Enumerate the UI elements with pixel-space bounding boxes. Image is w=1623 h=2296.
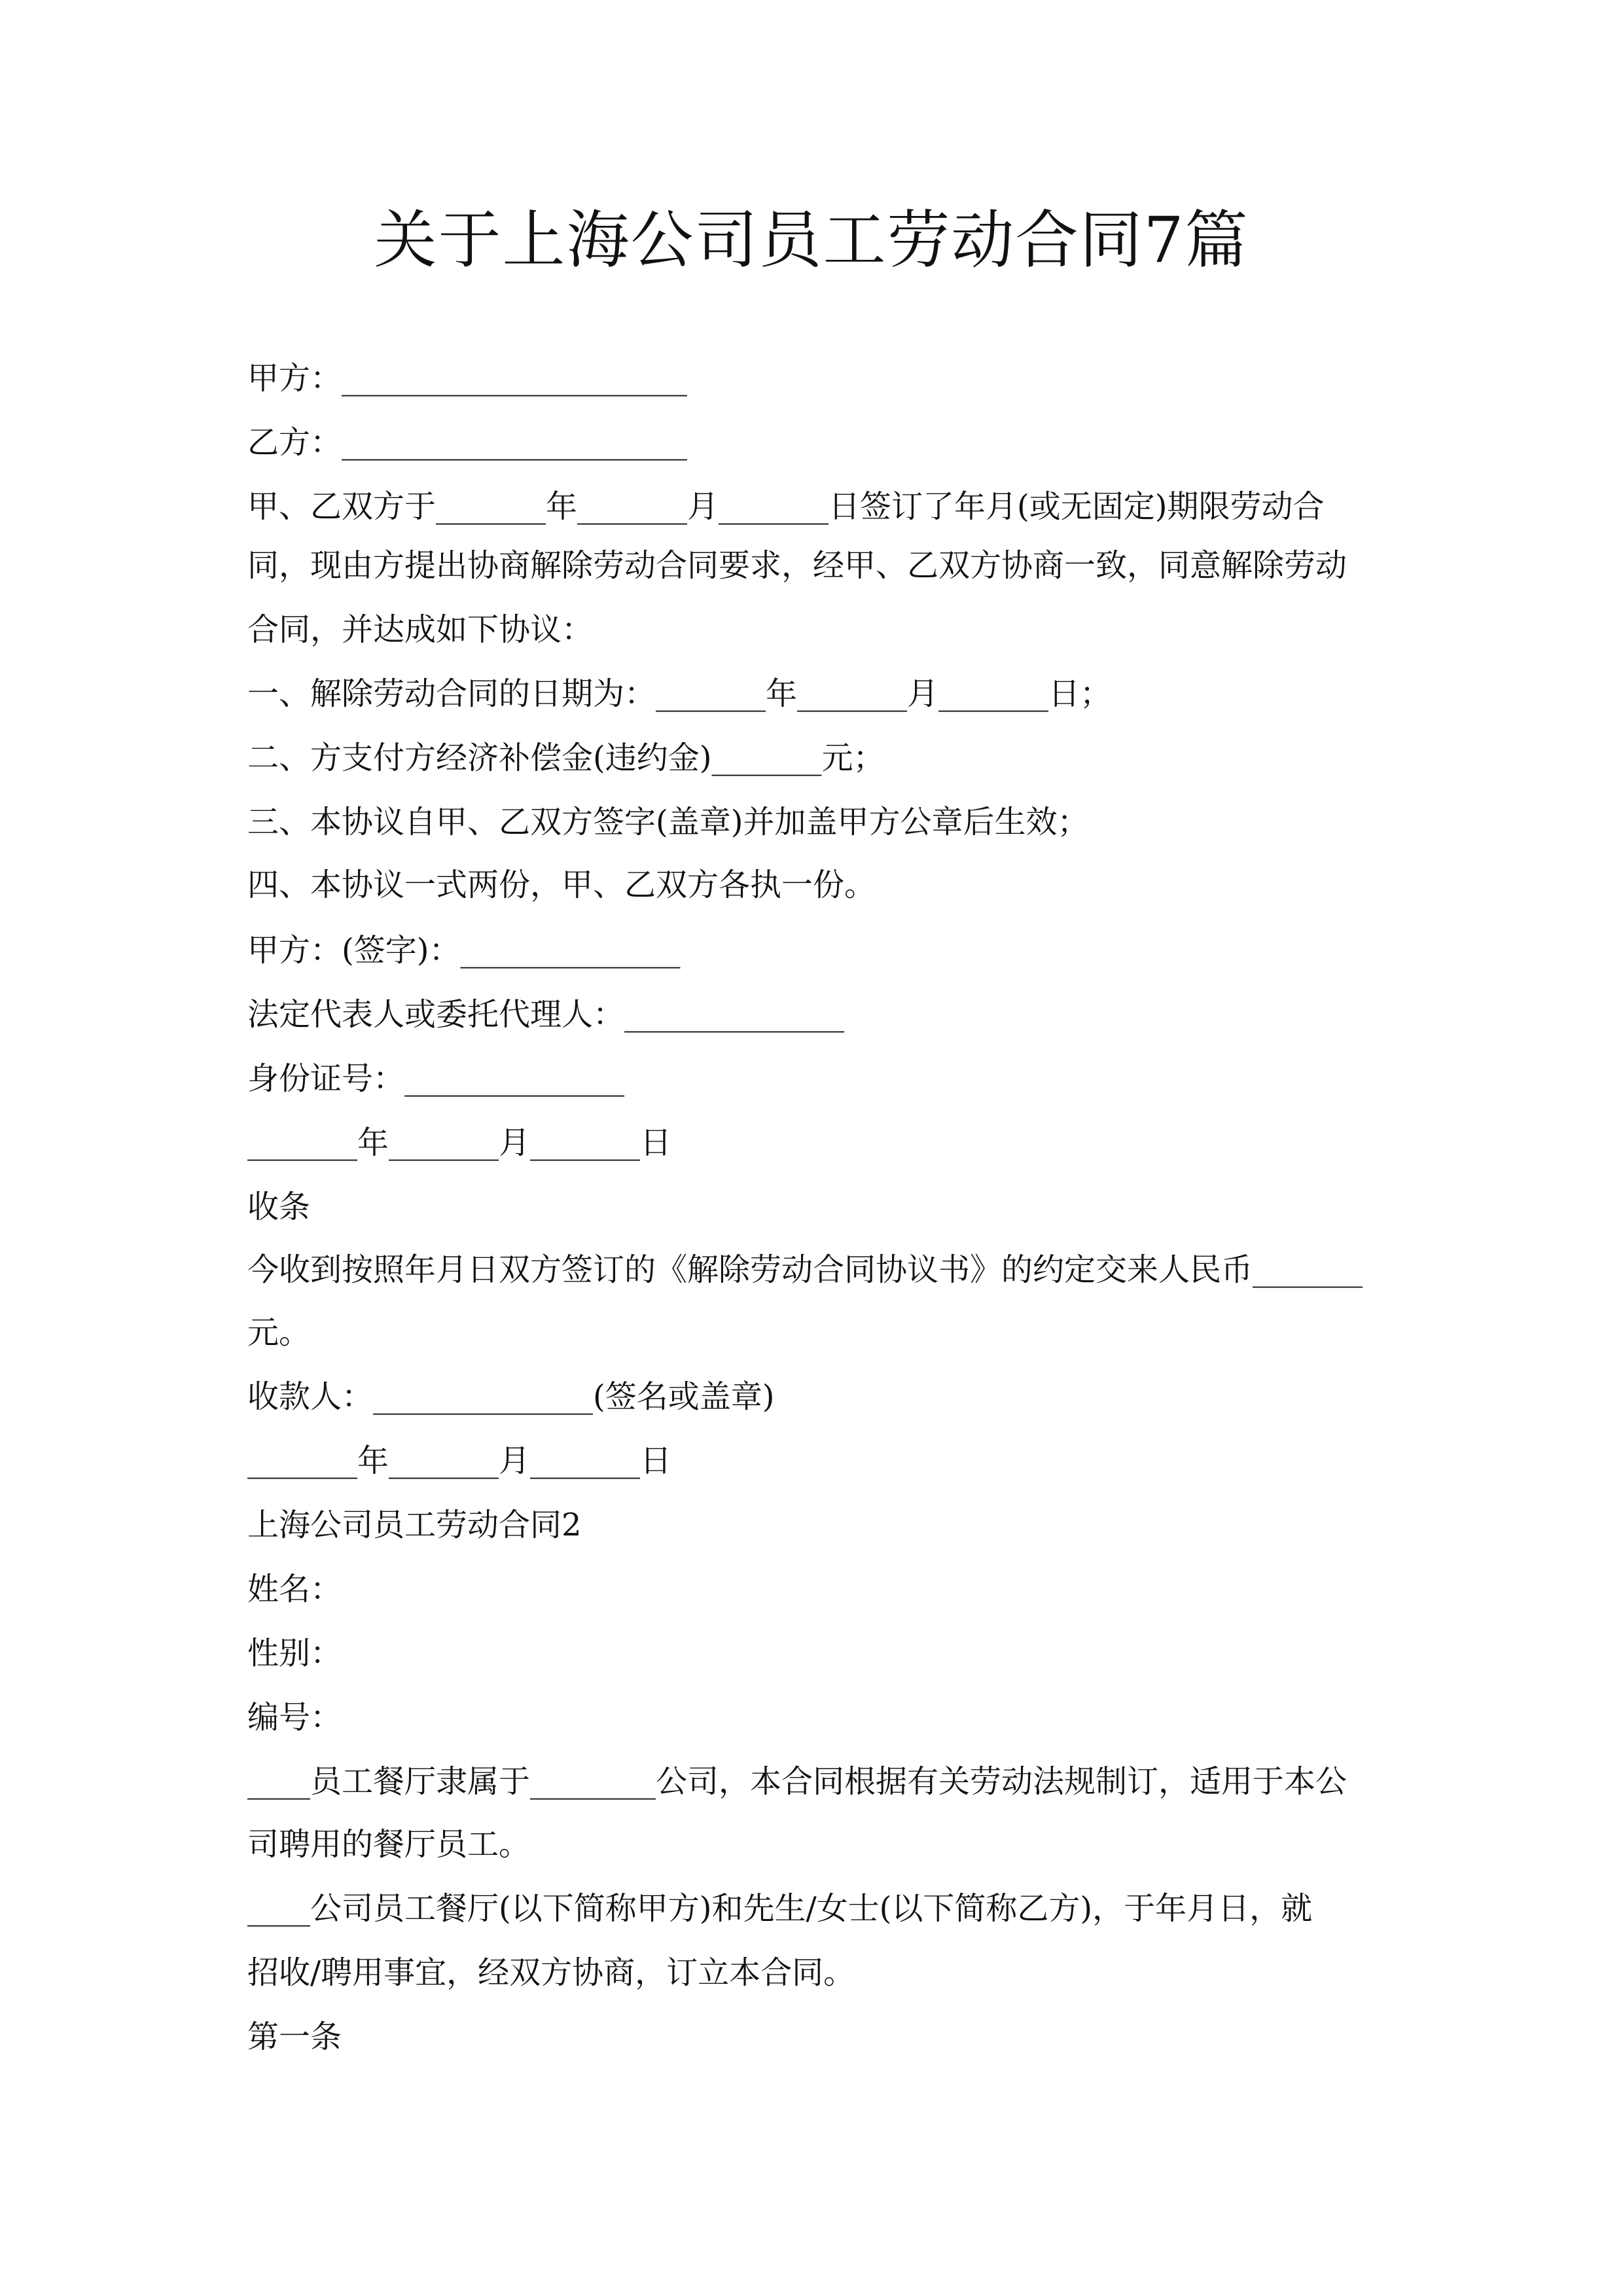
clause-1: 一、解除劳动合同的日期为：_______年_______月_______日；: [247, 675, 1112, 712]
receipt-text: 今收到按照年月日双方签订的《解除劳动合同协议书》的约定交来人民币_______: [247, 1251, 1363, 1288]
paragraph-line: ____公司员工餐厅(以下简称甲方)和先生/女士(以下简称乙方)，于年月日，就: [247, 1890, 1313, 1927]
receipt-heading: 收条: [247, 1189, 311, 1225]
number-field: 编号：: [247, 1699, 342, 1736]
clause-4: 四、本协议一式两份，甲、乙双方各执一份。: [247, 867, 876, 903]
signature-line: 甲方：(签字)：______________: [247, 932, 681, 969]
document-title: 关于上海公司员工劳动合同7篇: [374, 204, 1249, 277]
party-b-line: 乙方：______________________: [247, 424, 688, 461]
clause-3: 三、本协议自甲、乙双方签字(盖章)并加盖甲方公章后生效；: [247, 804, 1089, 840]
date-line: _______年_______月_______日: [247, 1124, 672, 1161]
paragraph-line: 同，现由方提出协商解除劳动合同要求，经甲、乙双方协商一致，同意解除劳动: [247, 547, 1347, 584]
party-a-line: 甲方：______________________: [247, 360, 688, 397]
paragraph-line: 司聘用的餐厅员工。: [247, 1826, 531, 1863]
date-line: _______年_______月_______日: [247, 1443, 672, 1479]
id-number-line: 身份证号：______________: [247, 1060, 625, 1097]
paragraph-line: 甲、乙双方于_______年_______月_______日签订了年月(或无固定)期限劳动合: [247, 488, 1325, 525]
article-heading: 第一条: [247, 2018, 342, 2055]
paragraph-line: 合同，并达成如下协议：: [247, 611, 594, 648]
representative-line: 法定代表人或委托代理人：______________: [247, 996, 845, 1033]
payee-line: 收款人：______________(签名或盖章): [247, 1378, 775, 1415]
receipt-text: 元。: [247, 1314, 311, 1351]
section-heading: 上海公司员工劳动合同2: [247, 1507, 582, 1543]
paragraph-line: 招收/聘用事宜，经双方协商，订立本合同。: [247, 1954, 855, 1991]
paragraph-line: ____员工餐厅隶属于________公司，本合同根据有关劳动法规制订，适用于本公: [247, 1763, 1347, 1800]
gender-field: 性别：: [247, 1635, 342, 1672]
clause-2: 二、方支付方经济补偿金(违约金)_______元；: [247, 740, 885, 776]
name-field: 姓名：: [247, 1571, 342, 1607]
